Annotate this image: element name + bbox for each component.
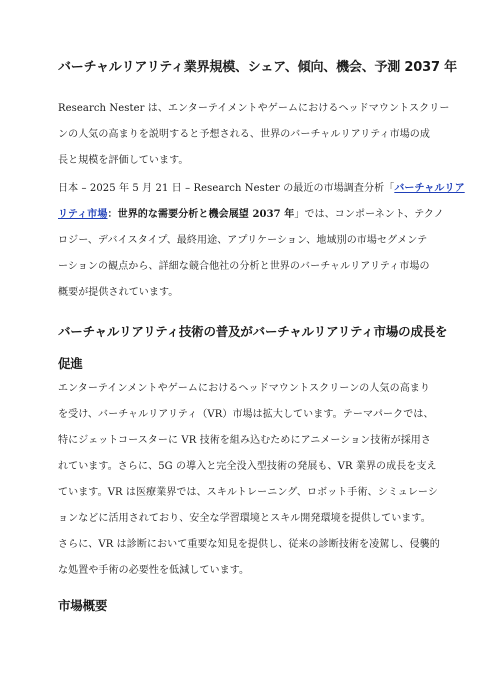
growth-line: エンターテインメントやゲームにおけるヘッドマウントスクリーンの人気の高まり xyxy=(58,383,430,394)
intro-paragraph xyxy=(58,96,450,174)
market-report-link-continued[interactable] xyxy=(58,209,108,220)
press-line-suffix: 」では、コンポーネント、テクノ xyxy=(294,209,444,220)
press-paragraph xyxy=(58,176,465,306)
section-heading-line: バーチャルリアリティ技術の普及がバーチャルリアリティ市場の成長を xyxy=(58,324,448,339)
growth-line: れています。さらに、5G の導入と完全没入型技術の発展も、VR 業界の成長を支え xyxy=(58,461,437,472)
report-subtitle: ：世界的な需要分析と機会展望 2037 年 xyxy=(107,209,295,220)
section-heading-growth xyxy=(58,316,448,380)
press-line: ーションの観点から、詳細な競合他社の分析と世界のバーチャルリアリティ市場の xyxy=(58,261,430,272)
market-report-link[interactable] xyxy=(394,183,464,194)
press-date-prefix: 日本 – 2025 年 5 月 21 日 – Research Nester の最近の市場調査分析「 xyxy=(58,183,395,194)
growth-line: さらに、VR は診断において重要な知見を提供し、従来の診断技術を凌駕し、侵襲的 xyxy=(58,539,440,550)
market-report-link-text-1: バーチャルリア xyxy=(394,183,465,194)
press-line xyxy=(58,202,444,228)
intro-line: 長と規模を評価しています。 xyxy=(58,155,189,166)
growth-line: ョンなどに活用されており、安全な学習環境とスキル開発環境を提供しています。 xyxy=(58,513,431,524)
section-heading-line: 促進 xyxy=(58,356,83,371)
growth-line: ています。VR は医療業界では、スキルトレーニング、ロボット手術、シミュレーシ xyxy=(58,487,438,498)
intro-line: ンの人気の高まりを説明すると予想される、世界のバーチャルリアリティ市場の成 xyxy=(58,129,430,140)
growth-line: 特にジェットコースターに VR 技術を組み込むためにアニメーション技術が採用さ xyxy=(58,435,432,446)
press-line: 概要が提供されています。 xyxy=(58,287,179,298)
press-line: ロジー、デバイスタイプ、最終用途、アプリケーション、地域別の市場セグメンテ xyxy=(58,235,428,246)
growth-paragraph xyxy=(58,376,440,584)
page-title: バーチャルリアリティ業界規模、シェア、傾向、機会、予測 2037 年 xyxy=(58,60,457,75)
growth-line: を受け、バーチャルリアリティ（VR）市場は拡大しています。テーマパークでは、 xyxy=(58,409,434,420)
section-heading-overview: 市場概要 xyxy=(58,598,108,613)
intro-line: Research Nester は、エンターテイメントやゲームにおけるヘッドマウントスクリー xyxy=(58,103,450,114)
press-line xyxy=(58,176,465,202)
growth-line: な処置や手術の必要性を低減しています。 xyxy=(58,565,250,576)
market-report-link-text-2: リティ市場 xyxy=(58,209,108,220)
